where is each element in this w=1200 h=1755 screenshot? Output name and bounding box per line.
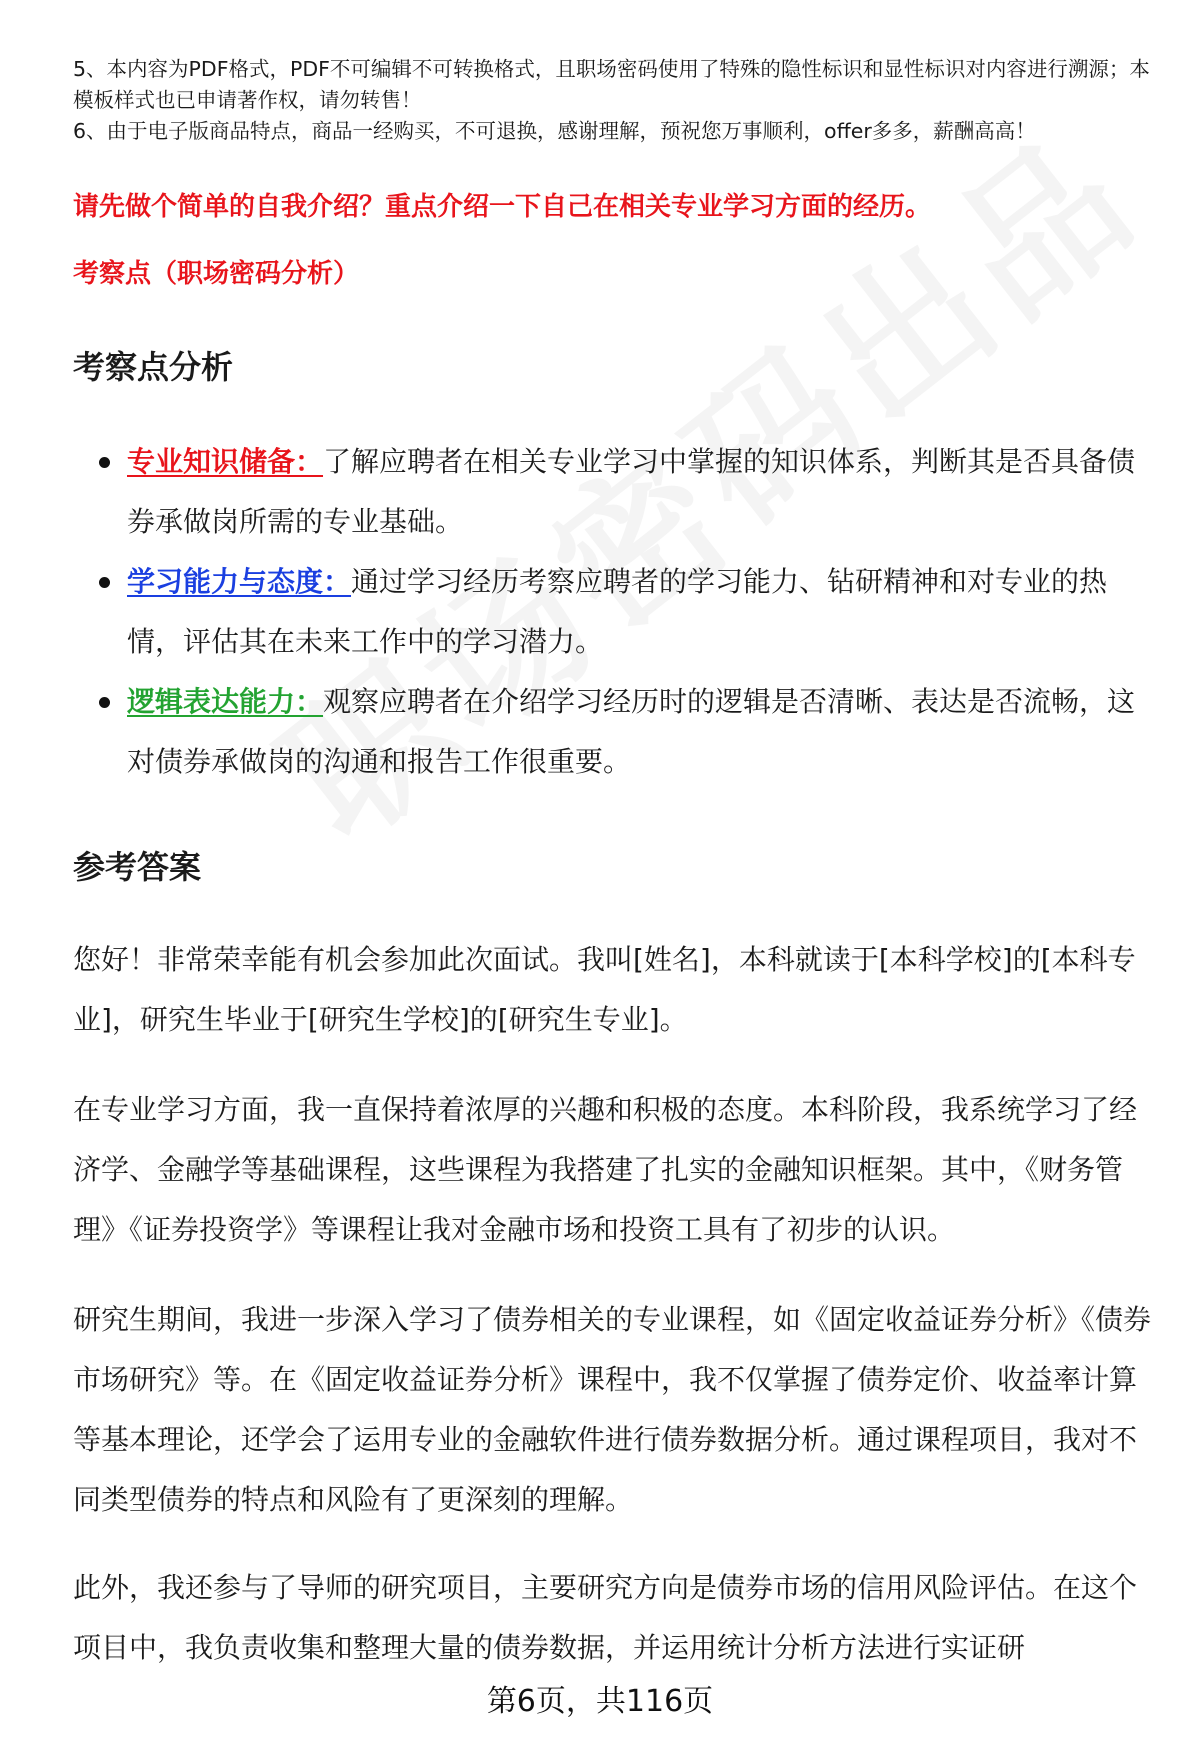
notice-item-6: 6、由于电子版商品特点，商品一经购买，不可退换，感谢理解，预祝您万事顺利，offer多多，薪酬高高！ [73,119,1036,143]
bullet-dot [99,577,110,588]
exam-point-title: 考察点（职场密码分析） [73,259,360,289]
answer-paragraph-intro: 您好！非常荣幸能有机会参加此次面试。我叫[姓名]，本科就读于[本科学校]的[本科专业]，研究生毕业于[研究生学校]的[研究生专业]。 [73,943,1136,1036]
keyword-professional-knowledge: 专业知识储备： [127,445,324,478]
analysis-heading: 考察点分析 [73,348,234,386]
analysis-item-learning [99,552,1149,672]
answer-heading: 参考答案 [73,848,202,886]
keyword-logic-expression: 逻辑表达能力： [127,685,324,718]
analysis-item-logic [99,672,1149,792]
analysis-item-knowledge [99,432,1149,552]
notice-item-5: 5、本内容为PDF格式，PDF不可编辑不可转换格式，且职场密码使用了特殊的隐性标识和显性标识对内容进行溯源；本模板样式也已申请著作权，请勿转售！ [73,57,1150,112]
answer-paragraph-research: 此外，我还参与了导师的研究项目，主要研究方向是债券市场的信用风险评估。在这个项目中，我负责收集和整理大量的债券数据，并运用统计分析方法进行实证研 [73,1571,1138,1664]
keyword-learning-ability: 学习能力与态度： [127,565,352,598]
analysis-item-text: 了解应聘者在相关专业学习中掌握的知识体系，判断其是否具备债券承做岗所需的专业基础。 [127,445,1136,538]
analysis-item-text: 通过学习经历考察应聘者的学习能力、钻研精神和对专业的热情，评估其在未来工作中的学习潜力。 [127,565,1108,658]
answer-paragraph-undergrad: 在专业学习方面，我一直保持着浓厚的兴趣和积极的态度。本科阶段，我系统学习了经济学、金融学等基础课程，这些课程为我搭建了扎实的金融知识框架。其中，《财务管理》《证券投资学》等课程让我对金融市场和投资工具有了初步的认识。 [73,1093,1138,1246]
answer-paragraph-graduate: 研究生期间，我进一步深入学习了债券相关的专业课程，如《固定收益证券分析》《债券市场研究》等。在《固定收益证券分析》课程中，我不仅掌握了债券定价、收益率计算等基本理论，还学会了运用专业的金融软件进行债券数据分析。通过课程项目，我对不同类型债券的特点和风险有了更深刻的理解。 [73,1303,1152,1516]
page-number-footer: 第6页，共116页 [486,1684,714,1719]
question-title: 请先做个简单的自我介绍？重点介绍一下自己在相关专业学习方面的经历。 [73,192,932,222]
analysis-item-text: 观察应聘者在介绍学习经历时的逻辑是否清晰、表达是否流畅，这对债券承做岗的沟通和报告工作很重要。 [127,685,1136,778]
bullet-dot [99,697,110,708]
bullet-dot [99,457,110,468]
